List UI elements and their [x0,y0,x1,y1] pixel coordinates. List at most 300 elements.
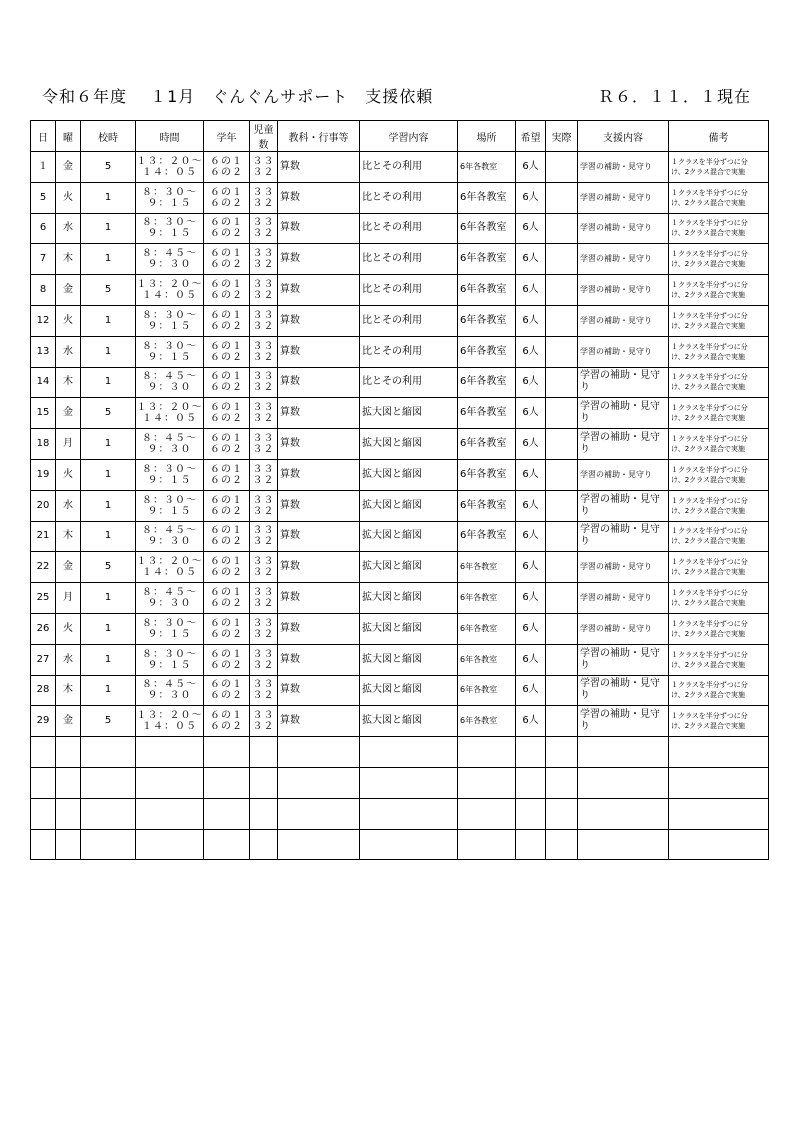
cell-note: １クラスを半分ずつに分 け、2クラス混合で実施 [669,152,769,183]
cell-actual [546,275,578,306]
cell-support: 学習の補助・見守り [578,213,669,244]
cell-student-count: ３３ ３２ [250,244,278,275]
cell-actual [546,305,578,336]
cell-place: 6年各教室 [458,398,516,429]
cell-day: 29 [31,706,56,737]
cell-note: １クラスを半分ずつに分 け、2クラス混合で実施 [669,644,769,675]
cell-actual [546,521,578,552]
cell-actual [546,367,578,398]
cell-student-count: ３３ ３２ [250,152,278,183]
empty-cell [458,767,516,798]
col-header-topic: 学習内容 [360,121,458,152]
cell-grade: ６の１ ６の２ [204,490,250,521]
cell-period: 1 [81,521,136,552]
cell-note: １クラスを半分ずつに分 け、2クラス混合で実施 [669,490,769,521]
cell-period: 1 [81,213,136,244]
empty-cell [31,767,56,798]
cell-grade: ６の１ ６の２ [204,613,250,644]
col-header-time: 時間 [136,121,204,152]
table-row [31,613,769,644]
cell-note: １クラスを半分ずつに分 け、2クラス混合で実施 [669,675,769,706]
cell-period: 1 [81,644,136,675]
col-header-actual: 実際 [546,121,578,152]
cell-time: ８：４５～ ９：３０ [136,367,204,398]
cell-student-count: ３３ ３２ [250,675,278,706]
cell-time: ８：４５～ ９：３０ [136,429,204,460]
cell-student-count: ３３ ３２ [250,398,278,429]
cell-note: １クラスを半分ずつに分 け、2クラス混合で実施 [669,429,769,460]
cell-place: 6年各教室 [458,244,516,275]
cell-period: 5 [81,152,136,183]
cell-topic: 拡大図と縮図 [360,583,458,614]
empty-cell [458,798,516,829]
cell-period: 1 [81,429,136,460]
cell-note: １クラスを半分ずつに分 け、2クラス混合で実施 [669,552,769,583]
cell-subject: 算数 [278,613,360,644]
cell-weekday: 水 [56,213,81,244]
col-header-place: 場所 [458,121,516,152]
empty-cell [458,737,516,768]
table-row [31,521,769,552]
table-row [31,644,769,675]
cell-student-count: ３３ ３２ [250,275,278,306]
table-row [31,583,769,614]
cell-student-count: ３３ ３２ [250,583,278,614]
cell-subject: 算数 [278,275,360,306]
cell-hope: 6人 [516,552,546,583]
col-header-support: 支援内容 [578,121,669,152]
cell-topic: 比とその利用 [360,336,458,367]
cell-grade: ６の１ ６の２ [204,398,250,429]
empty-cell [204,798,250,829]
cell-subject: 算数 [278,244,360,275]
empty-cell [669,829,769,860]
empty-cell [204,737,250,768]
cell-weekday: 金 [56,552,81,583]
empty-cell [546,829,578,860]
empty-table-row [31,829,769,860]
cell-support: 学習の補助・見守り [578,336,669,367]
cell-subject: 算数 [278,644,360,675]
cell-topic: 比とその利用 [360,275,458,306]
cell-actual [546,152,578,183]
table-row [31,706,769,737]
cell-period: 1 [81,367,136,398]
table-row [31,398,769,429]
cell-support: 学習の補助・見守り [578,583,669,614]
cell-grade: ６の１ ６の２ [204,152,250,183]
empty-cell [516,737,546,768]
cell-weekday: 金 [56,398,81,429]
cell-support: 学習の補助・見守り [578,152,669,183]
cell-grade: ６の１ ６の２ [204,275,250,306]
cell-period: 5 [81,552,136,583]
cell-time: ８：３０～ ９：１５ [136,336,204,367]
empty-cell [578,767,669,798]
cell-day: 12 [31,305,56,336]
cell-note: １クラスを半分ずつに分 け、2クラス混合で実施 [669,244,769,275]
empty-cell [278,829,360,860]
table-row [31,459,769,490]
empty-cell [578,798,669,829]
cell-grade: ６の１ ６の２ [204,244,250,275]
cell-time: １３：２０～ １４：０５ [136,398,204,429]
cell-hope: 6人 [516,459,546,490]
cell-topic: 拡大図と縮図 [360,706,458,737]
cell-note: １クラスを半分ずつに分 け、2クラス混合で実施 [669,336,769,367]
cell-subject: 算数 [278,182,360,213]
cell-period: 1 [81,490,136,521]
table-row [31,182,769,213]
empty-table-row [31,767,769,798]
empty-cell [516,798,546,829]
cell-support: 学習の補助・見守り [578,613,669,644]
empty-cell [516,829,546,860]
cell-time: ８：３０～ ９：１５ [136,213,204,244]
cell-topic: 比とその利用 [360,367,458,398]
empty-cell [136,798,204,829]
col-header-note: 備考 [669,121,769,152]
cell-actual [546,675,578,706]
empty-cell [546,737,578,768]
empty-cell [669,767,769,798]
cell-period: 1 [81,182,136,213]
empty-cell [56,798,81,829]
cell-weekday: 木 [56,367,81,398]
cell-day: 7 [31,244,56,275]
cell-time: ８：３０～ ９：１５ [136,644,204,675]
empty-cell [669,798,769,829]
cell-grade: ６の１ ６の２ [204,675,250,706]
empty-cell [278,798,360,829]
cell-time: １３：２０～ １４：０５ [136,552,204,583]
empty-cell [458,829,516,860]
cell-day: 28 [31,675,56,706]
cell-period: 1 [81,336,136,367]
table-row [31,244,769,275]
cell-actual [546,583,578,614]
document-title: 令和６年度 １1月 ぐんぐんサポート 支援依頼 [42,87,434,106]
col-header-day: 日 [31,121,56,152]
empty-cell [669,737,769,768]
cell-day: 6 [31,213,56,244]
cell-support: 学習の補助・見守り [578,275,669,306]
cell-place: 6年各教室 [458,305,516,336]
cell-actual [546,182,578,213]
table-row [31,429,769,460]
cell-student-count: ３３ ３２ [250,459,278,490]
cell-grade: ６の１ ６の２ [204,552,250,583]
cell-grade: ６の１ ６の２ [204,429,250,460]
cell-grade: ６の１ ６の２ [204,305,250,336]
col-header-weekday: 曜 [56,121,81,152]
cell-day: 25 [31,583,56,614]
cell-grade: ６の１ ６の２ [204,182,250,213]
cell-hope: 6人 [516,706,546,737]
cell-grade: ６の１ ６の２ [204,459,250,490]
empty-cell [56,829,81,860]
cell-weekday: 火 [56,305,81,336]
cell-note: １クラスを半分ずつに分 け、2クラス混合で実施 [669,613,769,644]
cell-grade: ６の１ ６の２ [204,367,250,398]
empty-cell [546,798,578,829]
cell-place: 6年各教室 [458,429,516,460]
cell-place: 6年各教室 [458,583,516,614]
cell-hope: 6人 [516,583,546,614]
cell-subject: 算数 [278,706,360,737]
cell-student-count: ３３ ３２ [250,336,278,367]
cell-hope: 6人 [516,152,546,183]
cell-weekday: 水 [56,644,81,675]
cell-topic: 比とその利用 [360,152,458,183]
cell-student-count: ３３ ３２ [250,644,278,675]
cell-topic: 拡大図と縮図 [360,398,458,429]
cell-actual [546,706,578,737]
cell-actual [546,429,578,460]
cell-subject: 算数 [278,675,360,706]
empty-cell [578,829,669,860]
cell-actual [546,459,578,490]
cell-day: 22 [31,552,56,583]
as-of-date: Ｒ６．１１．１現在 [598,87,752,106]
cell-subject: 算数 [278,521,360,552]
cell-student-count: ３３ ３２ [250,213,278,244]
cell-subject: 算数 [278,459,360,490]
cell-support: 学習の補助・見守り [578,429,669,460]
cell-period: 1 [81,305,136,336]
cell-place: 6年各教室 [458,490,516,521]
cell-hope: 6人 [516,305,546,336]
cell-hope: 6人 [516,398,546,429]
table-row [31,675,769,706]
cell-place: 6年各教室 [458,459,516,490]
cell-day: 5 [31,182,56,213]
cell-time: ８：４５～ ９：３０ [136,521,204,552]
cell-weekday: 水 [56,336,81,367]
cell-topic: 拡大図と縮図 [360,429,458,460]
table-header-row [31,121,769,152]
cell-place: 6年各教室 [458,336,516,367]
cell-note: １クラスを半分ずつに分 け、2クラス混合で実施 [669,275,769,306]
cell-subject: 算数 [278,398,360,429]
cell-topic: 拡大図と縮図 [360,644,458,675]
cell-place: 6年各教室 [458,613,516,644]
empty-cell [136,737,204,768]
cell-period: 1 [81,675,136,706]
cell-time: ８：３０～ ９：１５ [136,459,204,490]
cell-actual [546,552,578,583]
cell-time: ８：３０～ ９：１５ [136,305,204,336]
cell-place: 6年各教室 [458,213,516,244]
cell-time: １３：２０～ １４：０５ [136,275,204,306]
cell-subject: 算数 [278,367,360,398]
cell-time: ８：４５～ ９：３０ [136,583,204,614]
cell-student-count: ３３ ３２ [250,429,278,460]
empty-cell [204,829,250,860]
cell-weekday: 水 [56,490,81,521]
cell-support: 学習の補助・見守り [578,398,669,429]
cell-weekday: 木 [56,244,81,275]
cell-time: ８：４５～ ９：３０ [136,244,204,275]
cell-note: １クラスを半分ずつに分 け、2クラス混合で実施 [669,305,769,336]
empty-cell [31,798,56,829]
cell-note: １クラスを半分ずつに分 け、2クラス混合で実施 [669,459,769,490]
cell-support: 学習の補助・見守り [578,644,669,675]
empty-cell [360,829,458,860]
col-header-grade: 学年 [204,121,250,152]
cell-topic: 比とその利用 [360,244,458,275]
empty-cell [136,829,204,860]
empty-cell [250,829,278,860]
cell-subject: 算数 [278,152,360,183]
table-body [31,152,769,860]
empty-table-row [31,737,769,768]
cell-place: 6年各教室 [458,644,516,675]
cell-time: １３：２０～ １４：０５ [136,706,204,737]
empty-cell [360,798,458,829]
cell-note: １クラスを半分ずつに分 け、2クラス混合で実施 [669,213,769,244]
cell-weekday: 月 [56,429,81,460]
cell-day: 13 [31,336,56,367]
cell-actual [546,244,578,275]
cell-period: 1 [81,244,136,275]
cell-day: 27 [31,644,56,675]
empty-cell [516,767,546,798]
cell-support: 学習の補助・見守り [578,521,669,552]
cell-student-count: ３３ ３２ [250,521,278,552]
cell-actual [546,398,578,429]
cell-weekday: 金 [56,152,81,183]
cell-weekday: 金 [56,275,81,306]
empty-cell [250,767,278,798]
cell-note: １クラスを半分ずつに分 け、2クラス混合で実施 [669,367,769,398]
cell-day: 8 [31,275,56,306]
cell-period: 5 [81,706,136,737]
cell-place: 6年各教室 [458,552,516,583]
cell-day: 26 [31,613,56,644]
cell-student-count: ３３ ３２ [250,490,278,521]
cell-grade: ６の１ ６の２ [204,336,250,367]
empty-table-row [31,798,769,829]
cell-subject: 算数 [278,583,360,614]
cell-topic: 拡大図と縮図 [360,490,458,521]
empty-cell [578,737,669,768]
cell-day: 20 [31,490,56,521]
cell-time: ８：３０～ ９：１５ [136,182,204,213]
cell-support: 学習の補助・見守り [578,182,669,213]
table-row [31,490,769,521]
empty-cell [56,767,81,798]
table-row [31,367,769,398]
cell-topic: 拡大図と縮図 [360,675,458,706]
cell-place: 6年各教室 [458,675,516,706]
cell-time: １３：２０～ １４：０５ [136,152,204,183]
cell-weekday: 月 [56,583,81,614]
empty-cell [81,737,136,768]
cell-actual [546,213,578,244]
cell-day: １ [31,152,56,183]
cell-grade: ６の１ ６の２ [204,213,250,244]
empty-cell [136,767,204,798]
cell-hope: 6人 [516,367,546,398]
cell-place: 6年各教室 [458,521,516,552]
cell-grade: ６の１ ６の２ [204,521,250,552]
cell-topic: 比とその利用 [360,182,458,213]
cell-support: 学習の補助・見守り [578,675,669,706]
table-row [31,152,769,183]
cell-time: ８：３０～ ９：１５ [136,490,204,521]
cell-subject: 算数 [278,429,360,460]
cell-topic: 拡大図と縮図 [360,552,458,583]
cell-day: 19 [31,459,56,490]
cell-grade: ６の１ ６の２ [204,583,250,614]
table-row [31,275,769,306]
cell-subject: 算数 [278,552,360,583]
cell-period: 5 [81,398,136,429]
col-header-student-count: 児童数 [250,121,278,152]
cell-topic: 比とその利用 [360,305,458,336]
cell-support: 学習の補助・見守り [578,305,669,336]
empty-cell [81,829,136,860]
cell-hope: 6人 [516,644,546,675]
cell-subject: 算数 [278,213,360,244]
empty-cell [360,737,458,768]
support-request-table [30,120,769,860]
empty-cell [31,737,56,768]
cell-time: ８：３０～ ９：１５ [136,613,204,644]
cell-student-count: ３３ ３２ [250,305,278,336]
empty-cell [278,767,360,798]
cell-topic: 拡大図と縮図 [360,521,458,552]
empty-cell [278,737,360,768]
cell-place: 6年各教室 [458,706,516,737]
cell-weekday: 木 [56,675,81,706]
cell-place: 6年各教室 [458,367,516,398]
cell-student-count: ３３ ３２ [250,182,278,213]
cell-hope: 6人 [516,244,546,275]
cell-day: 21 [31,521,56,552]
cell-hope: 6人 [516,275,546,306]
cell-period: 5 [81,275,136,306]
empty-cell [81,767,136,798]
cell-actual [546,336,578,367]
cell-hope: 6人 [516,336,546,367]
cell-subject: 算数 [278,336,360,367]
cell-topic: 拡大図と縮図 [360,459,458,490]
empty-cell [250,737,278,768]
cell-subject: 算数 [278,305,360,336]
cell-support: 学習の補助・見守り [578,490,669,521]
cell-support: 学習の補助・見守り [578,459,669,490]
cell-student-count: ３３ ３２ [250,613,278,644]
cell-student-count: ３３ ３２ [250,706,278,737]
empty-cell [204,767,250,798]
cell-weekday: 火 [56,459,81,490]
cell-support: 学習の補助・見守り [578,367,669,398]
cell-hope: 6人 [516,182,546,213]
empty-cell [250,798,278,829]
cell-place: 6年各教室 [458,152,516,183]
cell-note: １クラスを半分ずつに分 け、2クラス混合で実施 [669,398,769,429]
cell-student-count: ３３ ３２ [250,552,278,583]
col-header-hope: 希望 [516,121,546,152]
cell-hope: 6人 [516,675,546,706]
cell-note: １クラスを半分ずつに分 け、2クラス混合で実施 [669,706,769,737]
cell-period: 1 [81,583,136,614]
cell-place: 6年各教室 [458,275,516,306]
cell-actual [546,490,578,521]
cell-support: 学習の補助・見守り [578,552,669,583]
